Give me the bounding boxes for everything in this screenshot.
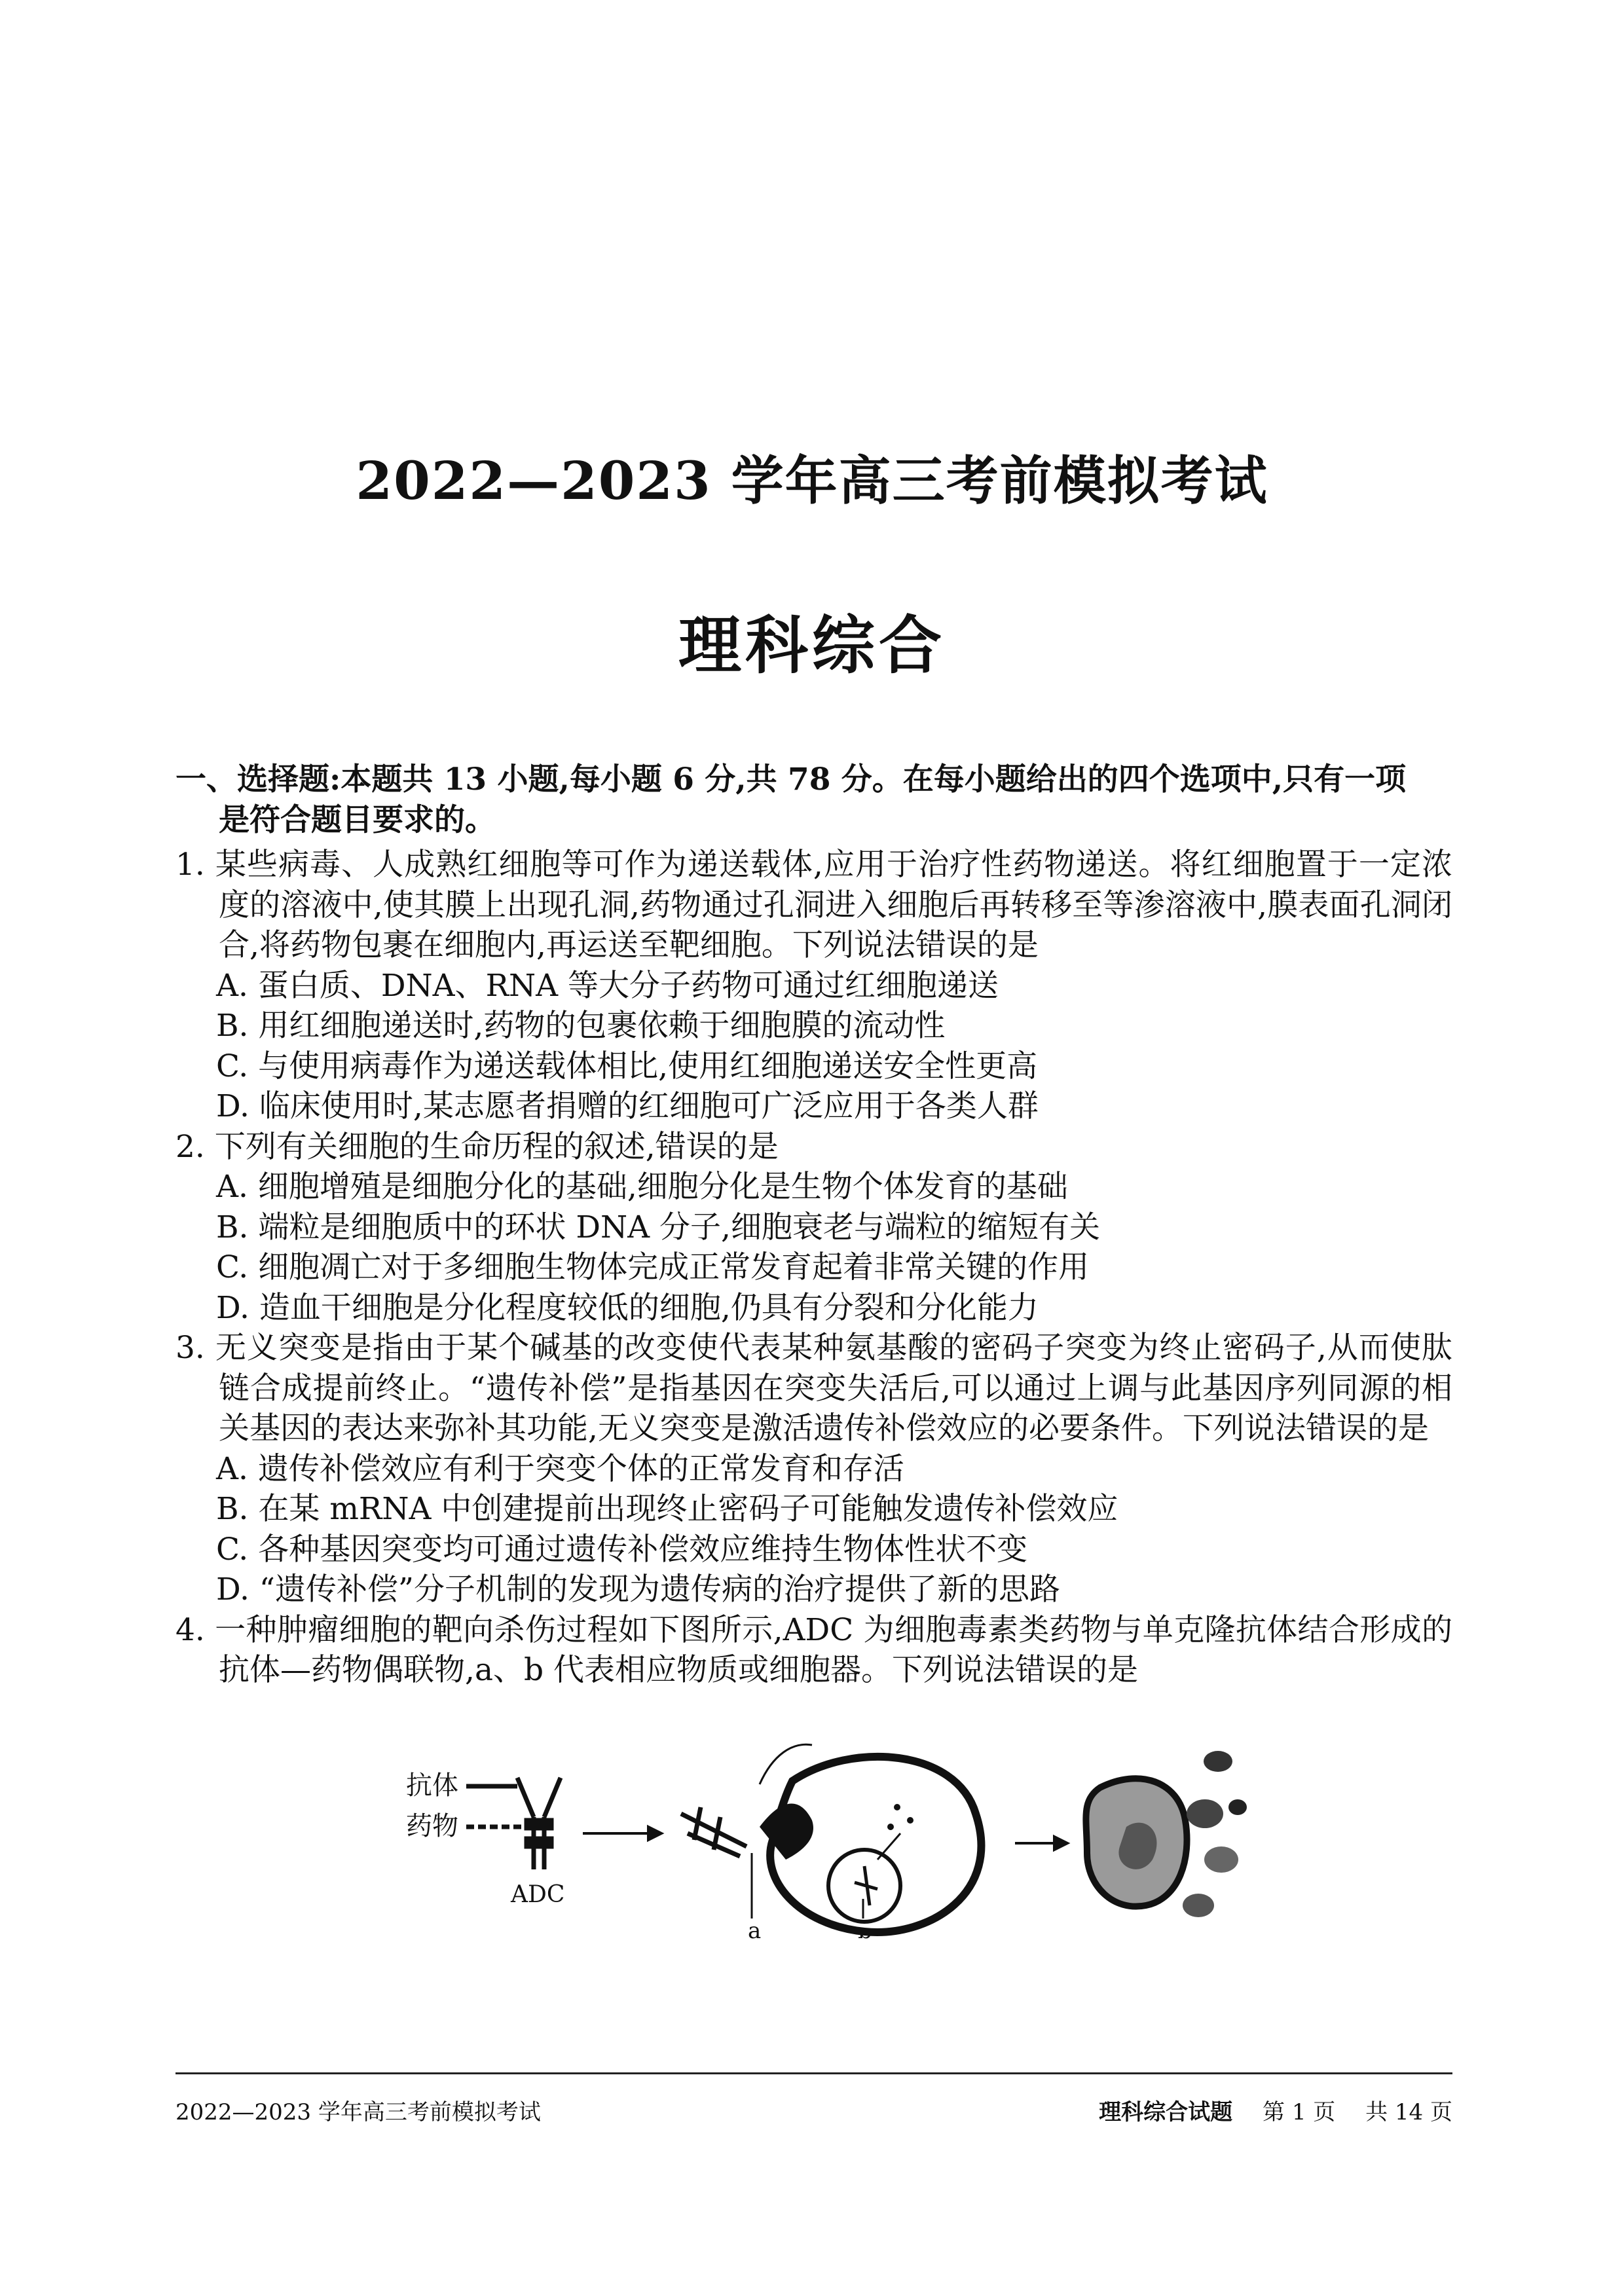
label-drug: 药物 [406,1811,458,1841]
question-stem: 4. 一种肿瘤细胞的靶向杀伤过程如下图所示,ADC 为细胞毒素类药物与单克隆抗体结合形成的抗体—药物偶联物,a、b 代表相应物质或细胞器。下列说法错误的是 [175,1611,1452,1688]
label-a: a [748,1918,762,1944]
option-a: A. 细胞增殖是细胞分化的基础,细胞分化是生物个体发育的基础 [216,1169,1068,1205]
question-2 [175,1127,1452,1329]
tumor-cell-icon [752,1744,981,1932]
subject-title: 理科综合 [678,608,946,682]
option-b: B. 端粒是细胞质中的环状 DNA 分子,细胞衰老与端粒的缩短有关 [216,1209,1100,1245]
lysed-cell-icon [1086,1751,1247,1917]
footer-subject: 理科综合试题 [1099,2099,1233,2125]
arrow-icon [1015,1837,1067,1850]
label-adc: ADC [511,1881,565,1908]
footer-exam-name: 2022—2023 学年高三考前模拟考试 [175,2099,541,2125]
footer-page-number: 第 1 页 [1263,2099,1336,2125]
option-c: C. 与使用病毒作为递送载体相比,使用红细胞递送安全性更高 [216,1048,1038,1084]
section-heading [175,760,1452,841]
footer-divider [175,2072,1452,2074]
footer-page-info [1099,2094,1452,2126]
option-b: B. 在某 mRNA 中创建提前出现终止密码子可能触发遗传补偿效应 [216,1491,1118,1527]
question-stem: 2. 下列有关细胞的生命历程的叙述,错误的是 [175,1128,779,1165]
option-a: A. 遗传补偿效应有利于突变个体的正常发育和存活 [216,1450,904,1487]
option-c: C. 细胞凋亡对于多细胞生物体完成正常发育起着非常关键的作用 [216,1249,1090,1285]
footer-page-total: 共 14 页 [1365,2099,1452,2125]
question-4 [175,1610,1452,1691]
option-d: D. “遗传补偿”分子机制的发现为遗传病的治疗提供了新的思路 [216,1571,1060,1607]
option-a: A. 蛋白质、DNA、RNA 等大分子药物可通过红细胞递送 [216,967,999,1004]
option-d: D. 临床使用时,某志愿者捐赠的红细胞可广泛应用于各类人群 [216,1088,1039,1124]
section-heading-line1: 一、选择题:本题共 13 小题,每小题 6 分,共 78 分。在每小题给出的四个选项中,只有一项 [175,762,1407,798]
section-heading-line2: 是符合题目要求的。 [219,802,496,838]
question-1 [175,845,1452,1127]
option-b: B. 用红细胞递送时,药物的包裹依赖于细胞膜的流动性 [216,1008,946,1044]
adc-molecule-icon [466,1778,561,1869]
option-c: C. 各种基因突变均可通过遗传补偿效应维持生物体性状不变 [216,1531,1028,1568]
bound-adc-icon [681,1807,747,1856]
question-3 [175,1328,1452,1610]
question-stem: 1. 某些病毒、人成熟红细胞等可作为递送载体,应用于治疗性药物递送。将红细胞置于一定浓度的溶液中,使其膜上出现孔洞,药物通过孔洞进入细胞后再转移至等渗溶液中,膜表面孔洞闭合,将药物包裹在细胞内,再运送至靶细胞。下列说法错误的是 [175,847,1452,963]
exam-title: 2022—2023 学年高三考前模拟考试 [356,450,1268,511]
question-stem: 3. 无义突变是指由于某个碱基的改变使代表某种氨基酸的密码子突变为终止密码子,从而使肽链合成提前终止。“遗传补偿”是指基因在突变失活后,可以通过上调与此基因序列同源的相关基因的表达来弥补其功能,无义突变是激活遗传补偿效应的必要条件。下列说法错误的是 [175,1330,1452,1446]
label-antibody: 抗体 [406,1771,458,1801]
arrow-icon [583,1827,661,1840]
question-list [175,845,1452,1691]
adc-process-figure [393,1729,1257,1951]
option-d: D. 造血干细胞是分化程度较低的细胞,仍具有分裂和分化能力 [216,1289,1039,1326]
